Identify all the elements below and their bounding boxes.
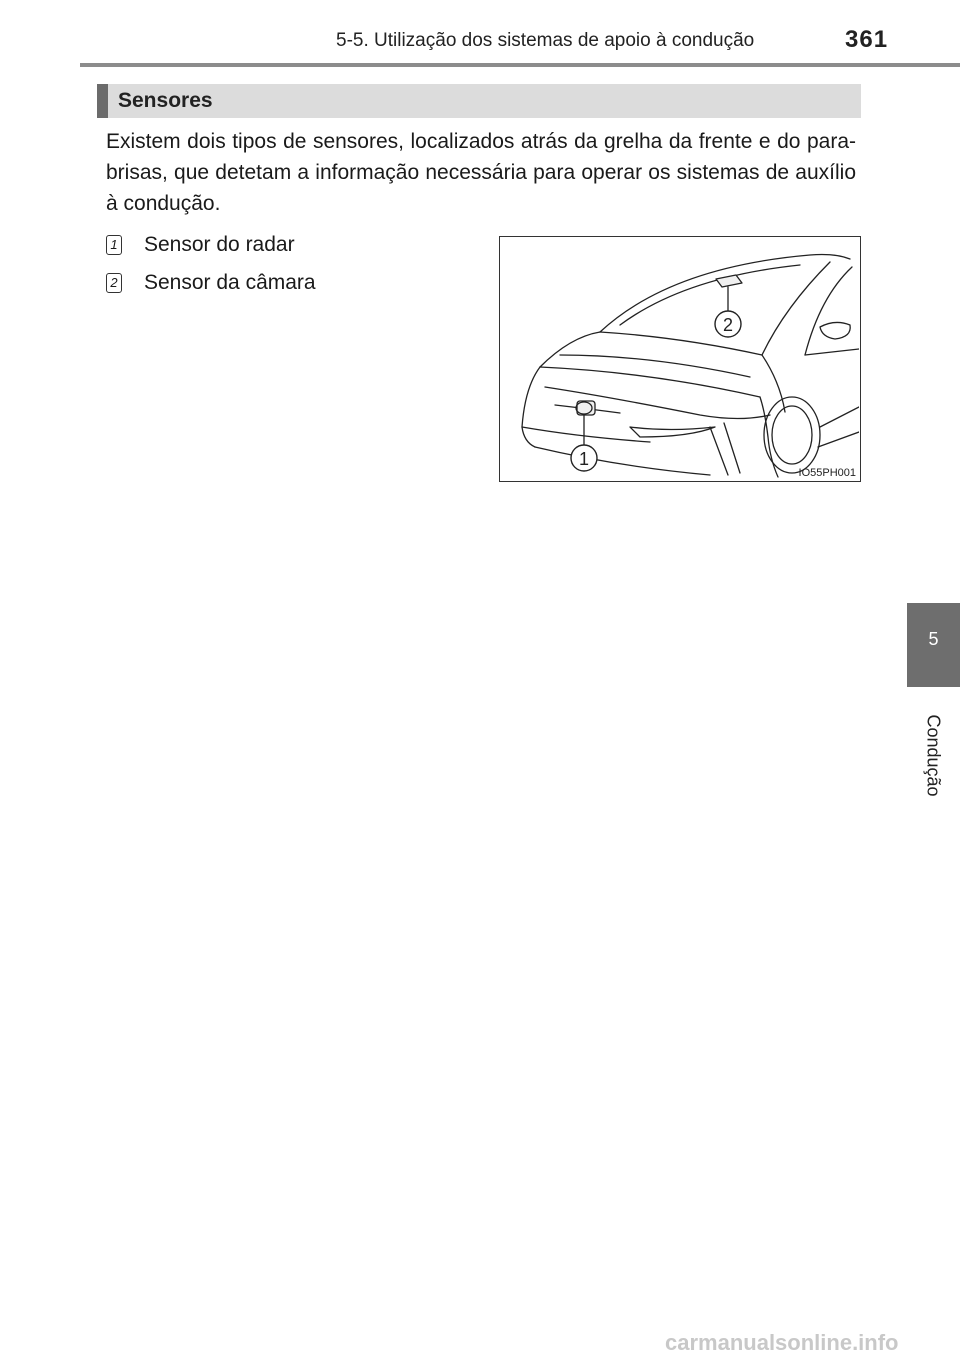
chapter-number: 5 <box>928 629 939 649</box>
callout-1: 1 <box>578 449 590 469</box>
callout-2: 2 <box>722 315 734 335</box>
list-item-camera-sensor <box>106 271 316 295</box>
section-title: Sensores <box>118 89 213 112</box>
car-line-drawing <box>500 237 859 480</box>
intro-paragraph: Existem dois tipos de sensores, localizados atrás da grelha da frente e do para-brisas, que detetam a informação necessária para operar os sistemas de auxílio à condução. <box>106 130 856 215</box>
watermark: carmanualsonline.info <box>665 1330 899 1355</box>
illustration-code: IO55PH001 <box>798 467 856 479</box>
car-sensor-illustration <box>499 236 861 482</box>
section-header <box>97 84 861 118</box>
list-item-radar-sensor <box>106 233 295 257</box>
item-label: Sensor do radar <box>144 233 295 256</box>
chapter-tab <box>907 603 960 687</box>
page-number: 361 <box>845 26 889 53</box>
chapter-label: Condução <box>923 714 944 797</box>
item-number-badge: 2 <box>106 273 122 293</box>
header-rule <box>80 63 960 67</box>
running-header: 5-5. Utilização dos sistemas de apoio à condução <box>336 30 755 51</box>
item-label: Sensor da câmara <box>144 271 316 294</box>
item-number-badge: 1 <box>106 235 122 255</box>
